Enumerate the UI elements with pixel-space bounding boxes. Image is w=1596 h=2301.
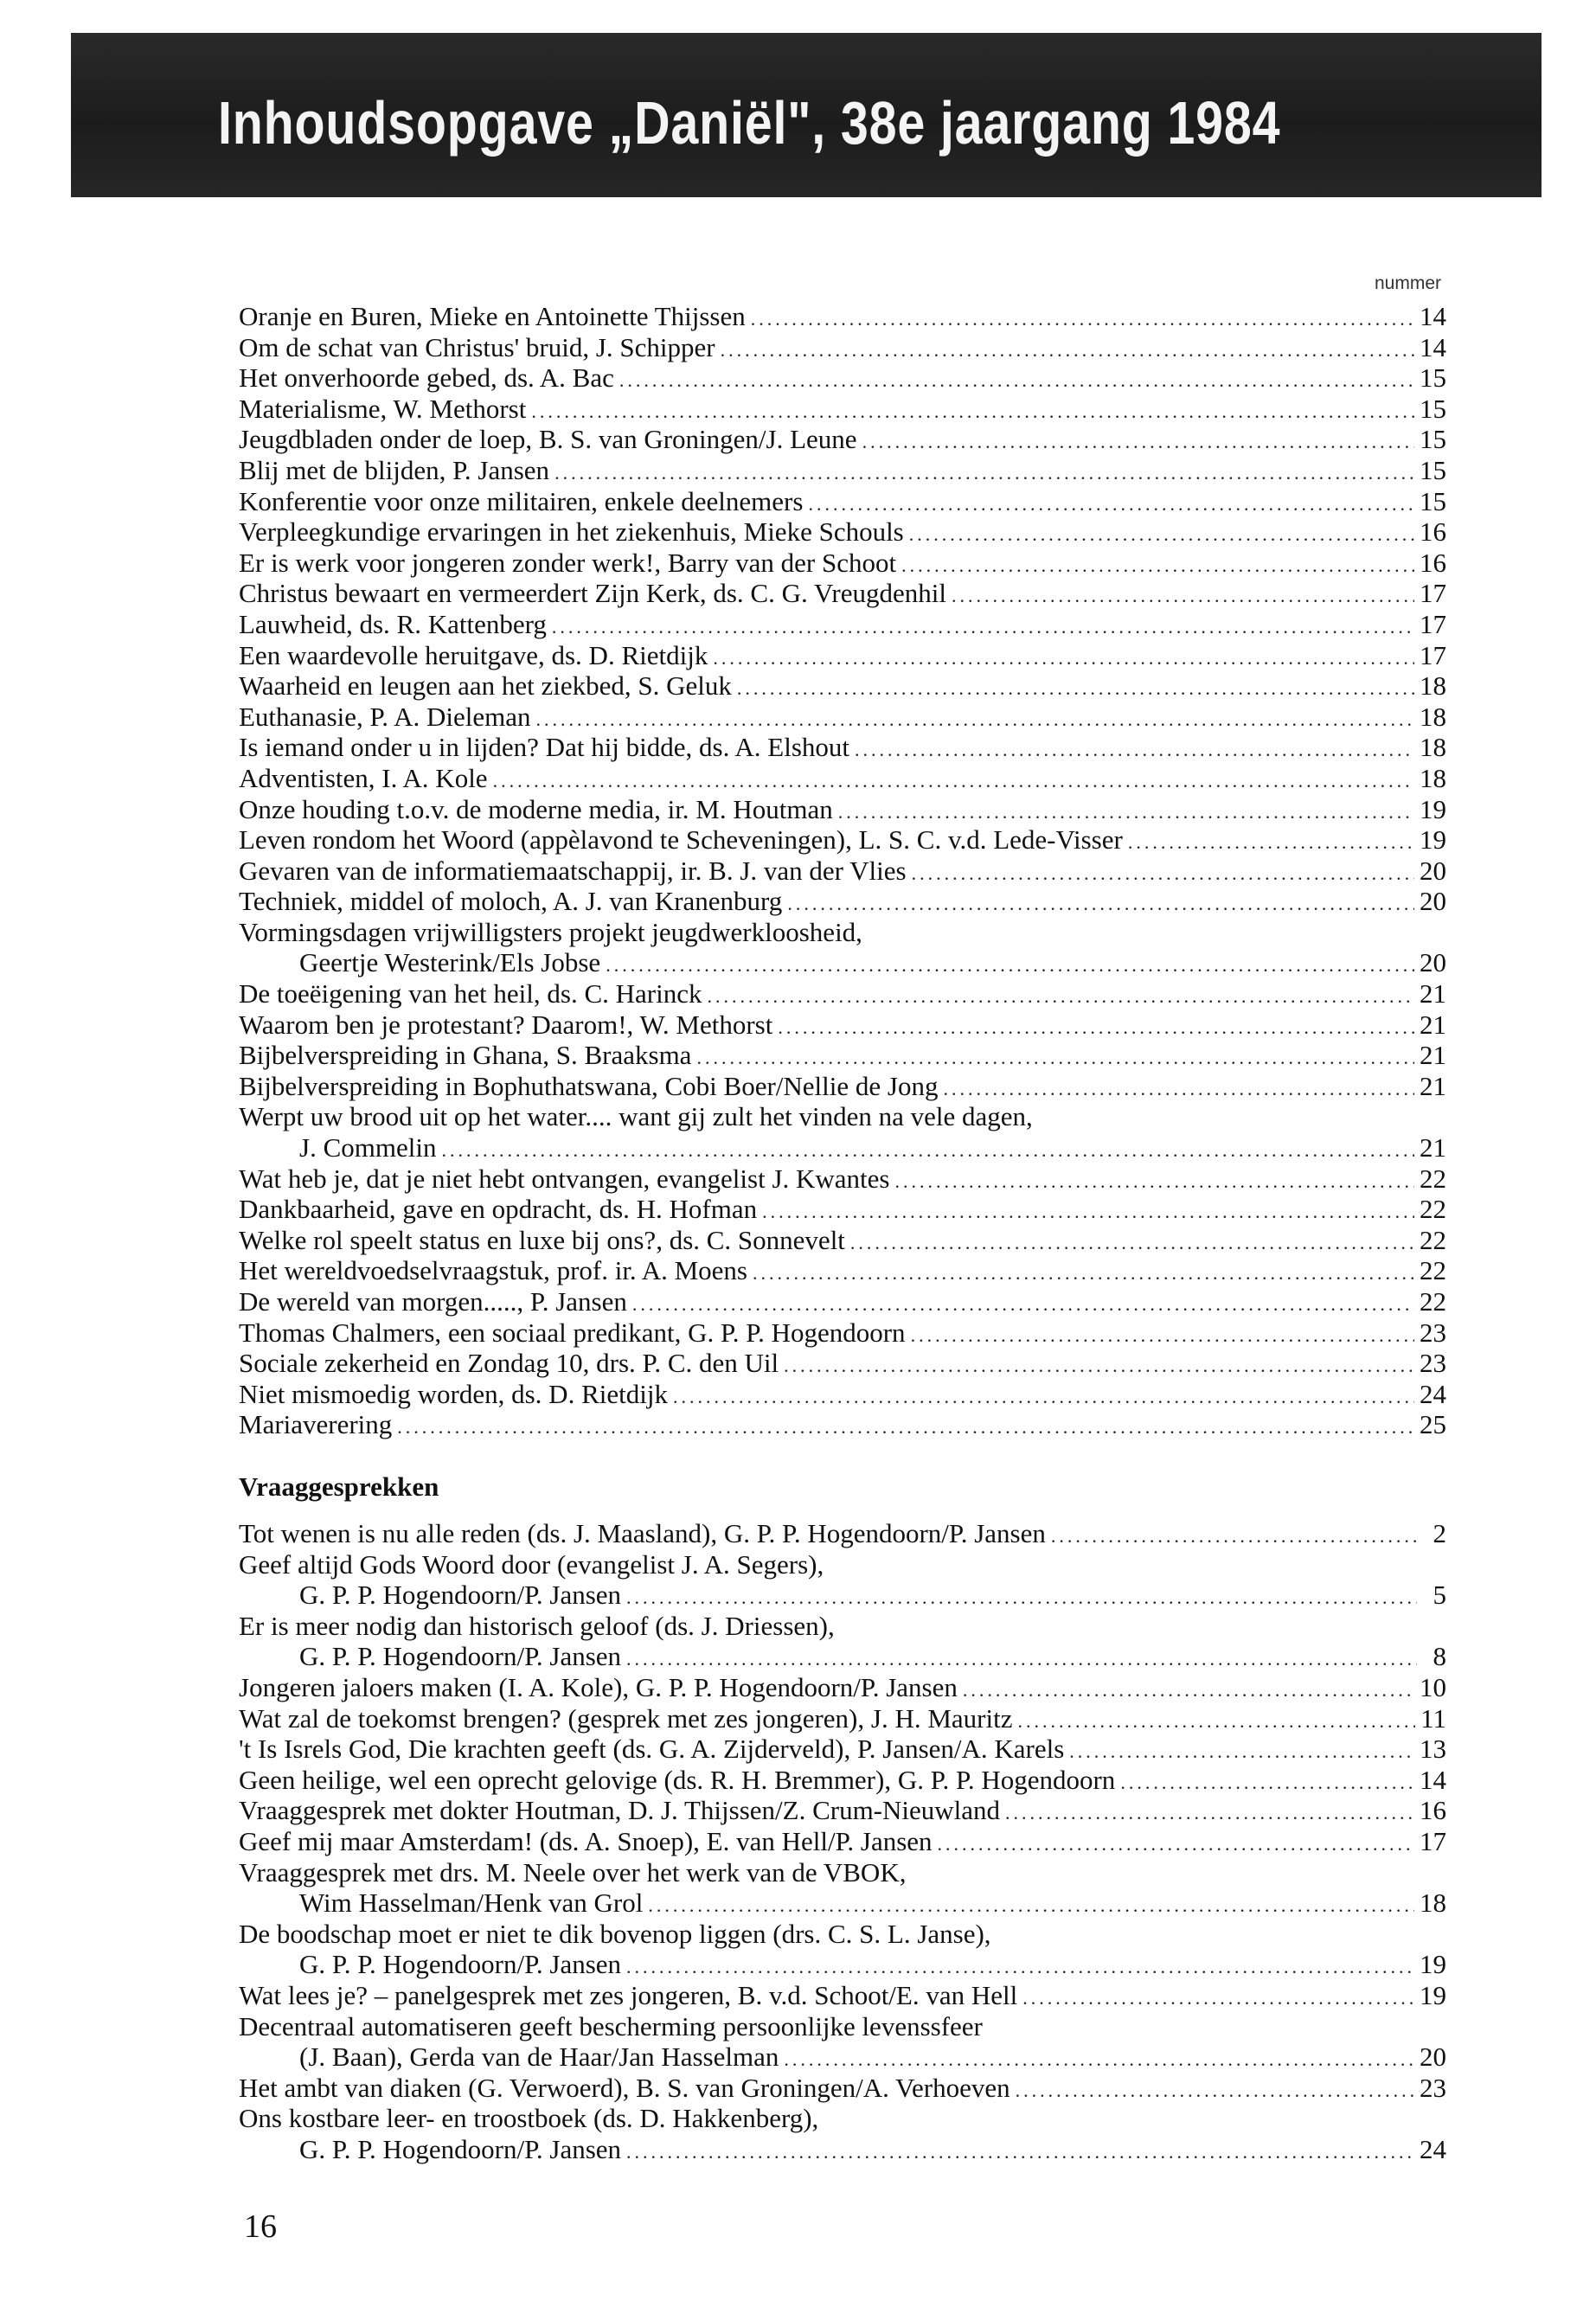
toc-entry-text: Oranje en Buren, Mieke en Antoinette Thijssen [239, 301, 746, 331]
toc-entry-line [239, 1194, 1446, 1225]
toc-entry [239, 516, 1446, 548]
toc-entry [239, 609, 1446, 640]
toc-entry-number: 18 [1420, 701, 1446, 732]
toc-entry-text: Werpt uw brood uit op het water.... want gij zult het vinden na vele dagen, [239, 1101, 1033, 1132]
toc-entry-text: Blij met de blijden, P. Jansen [239, 454, 550, 485]
toc-entry-line [239, 1518, 1446, 1549]
toc-entry-text: Geef mij maar Amsterdam! (ds. A. Snoep), E. van Hell/P. Jansen [239, 1825, 933, 1856]
toc-entry-line [239, 1549, 1446, 1580]
dot-leader [850, 1227, 1414, 1259]
toc-entry [239, 978, 1446, 1009]
toc-entry-line [239, 824, 1446, 856]
dot-leader [441, 1135, 1414, 1166]
toc-entry-text: Er is meer nodig dan historisch geloof (ds. J. Driessen), [239, 1610, 835, 1641]
dot-leader [632, 1289, 1414, 1320]
toc-entry-number: 21 [1420, 1132, 1446, 1163]
toc-entry-text: Sociale zekerheid en Zondag 10, drs. P. C. den Uil [239, 1348, 779, 1379]
toc-entry [239, 1286, 1446, 1317]
toc-entry-text: Christus bewaart en vermeerdert Zijn Kerk, ds. C. G. Vreugdenhil [239, 578, 946, 609]
toc-entry-line [239, 394, 1446, 425]
section-heading-vraaggesprekken: Vraaggesprekken [239, 1471, 439, 1502]
dot-leader [1016, 2075, 1414, 2106]
toc-entry-line [239, 1132, 1446, 1163]
toc-entry [239, 856, 1446, 887]
toc-entry-number: 20 [1420, 855, 1446, 886]
toc-entry [239, 1919, 1446, 1980]
toc-entry-number: 15 [1420, 454, 1446, 485]
toc-entry-number: 23 [1420, 1348, 1446, 1379]
toc-entry [239, 1194, 1446, 1225]
toc-entry [239, 301, 1446, 332]
toc-entry-line [239, 1009, 1446, 1041]
toc-entry-number: 22 [1420, 1286, 1446, 1317]
toc-entry-text: Wat zal de toekomst brengen? (gesprek met zes jongeren), J. H. Mauritz [239, 1702, 1013, 1734]
toc-entry-line [239, 1348, 1446, 1379]
toc-entry [239, 732, 1446, 763]
dot-leader [943, 1074, 1414, 1105]
toc-entry-text: Waarheid en leugen aan het ziekbed, S. Geluk [239, 670, 732, 702]
toc-entry [239, 1611, 1446, 1672]
dot-leader [862, 426, 1414, 458]
toc-entry-number: 20 [1420, 886, 1446, 917]
toc-entry-number: 19 [1420, 793, 1446, 824]
dot-leader [911, 1320, 1414, 1351]
toc-entry-number: 18 [1420, 1888, 1446, 1919]
toc-entry-line [239, 1040, 1446, 1071]
toc-entry-line [239, 856, 1446, 887]
toc-entry [239, 1672, 1446, 1703]
interviews-list [239, 1518, 1446, 2164]
toc-entry-text: Konferentie voor onze militairen, enkele deelnemers [239, 485, 804, 516]
dot-leader [552, 612, 1414, 643]
toc-entry-line [239, 978, 1446, 1009]
toc-entry [239, 1040, 1446, 1071]
dot-leader [753, 1258, 1414, 1289]
dot-leader [626, 1952, 1414, 1983]
toc-entry [239, 1518, 1446, 1549]
toc-entry-number: 14 [1420, 331, 1446, 362]
toc-entry-number: 20 [1420, 2041, 1446, 2073]
toc-entry-line [239, 1286, 1446, 1317]
dot-leader [721, 335, 1414, 366]
table-of-contents [239, 301, 1446, 1440]
toc-entry-text: Waarom ben je protestant? Daarom!, W. Methorst [239, 1009, 773, 1040]
toc-entry-number: 22 [1420, 1163, 1446, 1194]
toc-entry-number: 19 [1420, 824, 1446, 856]
toc-entry-number: 15 [1420, 424, 1446, 455]
toc-entry-line [239, 1980, 1446, 2011]
toc-entry [239, 578, 1446, 609]
toc-entry [239, 1163, 1446, 1195]
toc-entry-line [239, 2073, 1446, 2104]
toc-entry-text: De boodschap moet er niet te dik bovenop liggen (drs. C. S. L. Janse), [239, 1918, 991, 1949]
toc-entry-line [239, 1672, 1446, 1703]
toc-entry-text: Om de schat van Christus' bruid, J. Schipper [239, 331, 715, 362]
toc-entry-text: Het ambt van diaken (G. Verwoerd), B. S. van Groningen/A. Verhoeven [239, 2072, 1010, 2103]
toc-entry-line [239, 332, 1446, 363]
toc-entry-number: 17 [1420, 639, 1446, 670]
toc-entry-text: Vormingsdagen vrijwilligsters projekt jeugdwerkloosheid, [239, 916, 862, 947]
toc-entry-text: Lauwheid, ds. R. Kattenberg [239, 608, 547, 639]
toc-entry-line [239, 609, 1446, 640]
toc-entry-line [239, 1379, 1446, 1410]
dot-leader [778, 1012, 1414, 1043]
toc-entry-text: G. P. P. Hogendoorn/P. Jansen [299, 1949, 622, 1980]
toc-entry-number: 19 [1420, 1949, 1446, 1980]
dot-leader [912, 858, 1414, 889]
toc-entry-line [239, 1795, 1446, 1826]
toc-entry-text: Het onverhoorde gebed, ds. A. Bac [239, 362, 614, 394]
toc-entry-line [239, 362, 1446, 394]
toc-entry-text: Niet mismoedig worden, ds. D. Rietdijk [239, 1378, 668, 1409]
toc-entry-text: Geen heilige, wel een oprecht gelovige (ds. R. H. Bremmer), G. P. P. Hogendoorn [239, 1764, 1116, 1795]
toc-entry-text: Leven rondom het Woord (appèlavond te Scheveningen), L. S. C. v.d. Lede-Visser [239, 824, 1123, 856]
toc-entry-line [239, 1857, 1446, 1888]
dot-leader [784, 1350, 1414, 1381]
toc-entry-text: G. P. P. Hogendoorn/P. Jansen [299, 1641, 622, 1672]
dot-leader [707, 981, 1414, 1012]
dot-leader [855, 734, 1414, 766]
toc-entry [239, 640, 1446, 671]
toc-entry-text: Techniek, middel of moloch, A. J. van Kranenburg [239, 886, 783, 917]
toc-entry-text: J. Commelin [299, 1132, 437, 1163]
toc-entry-line [239, 2041, 1446, 2073]
toc-entry [239, 362, 1446, 394]
toc-entry-line [239, 917, 1446, 948]
toc-entry-text: Onze houding t.o.v. de moderne media, ir. M. Houtman [239, 793, 833, 824]
toc-entry-line [239, 2134, 1446, 2165]
toc-entry-number: 23 [1420, 2072, 1446, 2103]
toc-entry-line [239, 947, 1446, 978]
toc-entry-text: Het wereldvoedselvraagstuk, prof. ir. A. Moens [239, 1255, 748, 1286]
toc-entry-text: Vraaggesprek met drs. M. Neele over het werk van de VBOK, [239, 1856, 907, 1888]
toc-entry [239, 1101, 1446, 1163]
toc-entry [239, 886, 1446, 917]
toc-entry-number: 20 [1420, 947, 1446, 978]
toc-entry [239, 2011, 1446, 2073]
toc-entry [239, 794, 1446, 825]
dot-leader [1069, 1736, 1414, 1767]
toc-entry-text: Adventisten, I. A. Kole [239, 762, 488, 793]
toc-entry-text: G. P. P. Hogendoorn/P. Jansen [299, 1580, 622, 1611]
toc-entry [239, 1255, 1446, 1286]
toc-entry [239, 1765, 1446, 1796]
dot-leader [901, 550, 1414, 581]
toc-entry [239, 2073, 1446, 2104]
toc-entry [239, 1071, 1446, 1102]
dot-leader [838, 797, 1414, 828]
dot-leader [626, 1644, 1417, 1675]
toc-entry-line [239, 702, 1446, 733]
toc-entry-number: 17 [1420, 578, 1446, 609]
toc-entry [239, 486, 1446, 517]
toc-entry-number: 18 [1420, 762, 1446, 793]
dot-leader [696, 1042, 1414, 1074]
toc-entry-line [239, 886, 1446, 917]
column-header-nummer: nummer [1374, 273, 1441, 293]
toc-entry-number: 21 [1420, 1040, 1446, 1071]
toc-entry-text: Thomas Chalmers, een sociaal predikant, G. P. P. Hogendoorn [239, 1317, 906, 1348]
dot-leader [648, 1890, 1414, 1921]
toc-entry-number: 17 [1420, 1825, 1446, 1856]
toc-entry-text: Gevaren van de informatiemaatschappij, ir. B. J. van der Vlies [239, 855, 907, 886]
toc-entry [239, 1857, 1446, 1919]
toc-entry-text: Wat lees je? – panelgesprek met zes jongeren, B. v.d. Schoot/E. van Hell [239, 1979, 1018, 2010]
toc-entry-number: 10 [1420, 1671, 1446, 1702]
dot-leader [626, 1582, 1417, 1613]
toc-entry-line [239, 1765, 1446, 1796]
toc-entry-number: 21 [1420, 1070, 1446, 1101]
toc-entry-number: 19 [1420, 1979, 1446, 2010]
toc-entry [239, 917, 1446, 978]
toc-entry-line [239, 1317, 1446, 1349]
dot-leader [531, 396, 1414, 427]
toc-entry-number: 14 [1420, 301, 1446, 331]
toc-entry-number: 22 [1420, 1255, 1446, 1286]
dot-leader [1005, 1798, 1414, 1829]
dot-leader [963, 1675, 1414, 1706]
toc-entry-line [239, 1734, 1446, 1765]
toc-entry-text: Welke rol speelt status en luxe bij ons?, ds. C. Sonnevelt [239, 1224, 845, 1255]
toc-entry-text: Bijbelverspreiding in Bophuthatswana, Cobi Boer/Nellie de Jong [239, 1070, 939, 1101]
toc-entry-number: 21 [1420, 978, 1446, 1009]
toc-entry-text: (J. Baan), Gerda van de Haar/Jan Hasselman [299, 2041, 779, 2073]
toc-entry-line [239, 548, 1446, 579]
toc-entry-number: 14 [1420, 1764, 1446, 1795]
toc-entry-text: Wat heb je, dat je niet hebt ontvangen, evangelist J. Kwantes [239, 1163, 890, 1194]
dot-leader [952, 580, 1414, 612]
toc-entry-number: 13 [1420, 1734, 1446, 1765]
toc-entry [239, 763, 1446, 794]
toc-entry [239, 1826, 1446, 1857]
toc-entry-text: Decentraal automatiseren geeft bescherming persoonlijke levenssfeer [239, 2010, 983, 2041]
toc-entry-number: 17 [1420, 608, 1446, 639]
toc-entry-line [239, 763, 1446, 794]
dot-leader [1022, 1983, 1414, 2014]
dot-leader [1120, 1767, 1414, 1798]
toc-entry [239, 1734, 1446, 1765]
toc-entry-line [239, 1225, 1446, 1256]
dot-leader [737, 673, 1414, 704]
toc-entry-text: Geef altijd Gods Woord door (evangelist J. A. Segers), [239, 1548, 824, 1580]
toc-entry [239, 1225, 1446, 1256]
toc-entry [239, 1348, 1446, 1379]
toc-entry-line [239, 455, 1446, 486]
dot-leader [1128, 827, 1414, 858]
toc-entry-text: Dankbaarheid, gave en opdracht, ds. H. Hofman [239, 1194, 758, 1225]
toc-entry-line [239, 486, 1446, 517]
toc-entry-text: De toeëigening van het heil, ds. C. Harinck [239, 978, 702, 1009]
dot-leader [787, 888, 1414, 920]
toc-entry [239, 2103, 1446, 2164]
toc-entry-text: Ons kostbare leer- en troostboek (ds. D. Hakkenberg), [239, 2103, 819, 2134]
toc-entry [239, 394, 1446, 425]
toc-entry-line [239, 578, 1446, 609]
dot-leader [606, 950, 1414, 981]
toc-entry-line [239, 301, 1446, 332]
toc-entry-number: 8 [1433, 1641, 1446, 1672]
dot-leader [673, 1381, 1414, 1413]
toc-entry-text: De wereld van morgen....., P. Jansen [239, 1286, 627, 1317]
toc-entry-number: 16 [1420, 516, 1446, 548]
toc-entry [239, 702, 1446, 733]
toc-entry [239, 455, 1446, 486]
title-banner [71, 33, 1542, 197]
toc-entry-text: Vraaggesprek met dokter Houtman, D. J. Thijssen/Z. Crum-Nieuwland [239, 1795, 1001, 1826]
toc-entry-number: 15 [1420, 362, 1446, 394]
toc-entry-text: Geertje Westerink/Els Jobse [299, 947, 601, 978]
toc-entry-number: 21 [1420, 1009, 1446, 1040]
toc-entry-number: 22 [1420, 1224, 1446, 1255]
toc-entry-text: Tot wenen is nu alle reden (ds. J. Maasland), G. P. P. Hogendoorn/P. Jansen [239, 1518, 1046, 1548]
toc-entry-number: 23 [1420, 1317, 1446, 1348]
dot-leader [397, 1412, 1414, 1443]
toc-entry [239, 1549, 1446, 1611]
toc-entry [239, 1317, 1446, 1349]
toc-entry-number: 25 [1420, 1409, 1446, 1440]
toc-entry-line [239, 670, 1446, 702]
toc-entry-line [239, 516, 1446, 548]
toc-entry-line [239, 1611, 1446, 1642]
page-title: Inhoudsopgave „Daniël", 38e jaargang 1984 [218, 89, 1281, 157]
toc-entry-number: 5 [1433, 1580, 1446, 1611]
toc-entry-text: Bijbelverspreiding in Ghana, S. Braaksma [239, 1040, 692, 1071]
dot-leader [784, 2044, 1414, 2075]
toc-entry-text: G. P. P. Hogendoorn/P. Jansen [299, 2133, 622, 2164]
toc-entry [239, 1795, 1446, 1826]
toc-entry-number: 15 [1420, 393, 1446, 424]
dot-leader [619, 365, 1414, 396]
toc-entry-line [239, 732, 1446, 763]
dot-leader [493, 766, 1414, 797]
toc-entry-line [239, 1888, 1446, 1919]
dot-leader [626, 2137, 1414, 2168]
toc-entry-line [239, 2011, 1446, 2042]
toc-entry-line [239, 1071, 1446, 1102]
dot-leader [554, 458, 1414, 489]
toc-entry [239, 1409, 1446, 1440]
toc-entry-text: Een waardevolle heruitgave, ds. D. Rietdijk [239, 639, 708, 670]
page-number: 16 [244, 2208, 277, 2245]
toc-entry-number: 18 [1420, 732, 1446, 763]
toc-entry-line [239, 1703, 1446, 1734]
toc-entry-text: Wim Hasselman/Henk van Grol [299, 1888, 644, 1919]
toc-entry-number: 24 [1420, 2133, 1446, 2164]
toc-entry [239, 332, 1446, 363]
toc-entry-line [239, 1255, 1446, 1286]
dot-leader [1051, 1521, 1417, 1552]
toc-entry-line [239, 1580, 1446, 1611]
dot-leader [762, 1196, 1414, 1227]
dot-leader [909, 519, 1414, 550]
toc-entry [239, 424, 1446, 455]
toc-entry-line [239, 1409, 1446, 1440]
toc-entry-line [239, 1919, 1446, 1950]
dot-leader [894, 1166, 1414, 1197]
toc-entry [239, 670, 1446, 702]
toc-entry-line [239, 1163, 1446, 1195]
dot-leader [808, 489, 1414, 520]
toc-entry-line [239, 1826, 1446, 1857]
toc-entry-text: Jeugdbladen onder de loep, B. S. van Groningen/J. Leune [239, 424, 857, 455]
toc-entry-text: Materialisme, W. Methorst [239, 393, 527, 424]
toc-entry [239, 1980, 1446, 2011]
dot-leader [751, 304, 1414, 335]
toc-entry-number: 18 [1420, 670, 1446, 702]
toc-entry-text: Jongeren jaloers maken (I. A. Kole), G. P. P. Hogendoorn/P. Jansen [239, 1671, 958, 1702]
toc-entry-number: 15 [1420, 485, 1446, 516]
toc-entry-text: Mariaverering [239, 1409, 393, 1440]
toc-entry-text: Er is werk voor jongeren zonder werk!, Barry van der Schoot [239, 547, 897, 578]
toc-entry-text: Euthanasie, P. A. Dieleman [239, 701, 531, 732]
toc-entry-number: 22 [1420, 1194, 1446, 1225]
toc-entry-number: 16 [1420, 547, 1446, 578]
toc-entry-text: Verpleegkundige ervaringen in het ziekenhuis, Mieke Schouls [239, 516, 904, 548]
dot-leader [1017, 1706, 1415, 1737]
toc-entry-line [239, 794, 1446, 825]
toc-entry [239, 1379, 1446, 1410]
toc-entry-line [239, 2103, 1446, 2134]
dot-leader [938, 1829, 1414, 1860]
toc-entry-number: 24 [1420, 1378, 1446, 1409]
toc-entry-line [239, 1101, 1446, 1132]
toc-entry-line [239, 640, 1446, 671]
toc-entry [239, 1009, 1446, 1041]
toc-entry-text: 't Is Isrels God, Die krachten geeft (ds. G. A. Zijderveld), P. Jansen/A. Karels [239, 1734, 1065, 1765]
dot-leader [536, 704, 1415, 735]
dot-leader [713, 643, 1414, 674]
toc-entry-line [239, 1949, 1446, 1980]
toc-entry-line [239, 424, 1446, 455]
toc-entry-line [239, 1641, 1446, 1672]
toc-entry [239, 824, 1446, 856]
toc-entry-number: 11 [1420, 1702, 1446, 1734]
toc-entry-text: Is iemand onder u in lijden? Dat hij bidde, ds. A. Elshout [239, 732, 850, 763]
toc-entry-number: 2 [1433, 1518, 1446, 1548]
toc-entry [239, 1703, 1446, 1734]
toc-entry-number: 16 [1420, 1795, 1446, 1826]
toc-entry [239, 548, 1446, 579]
